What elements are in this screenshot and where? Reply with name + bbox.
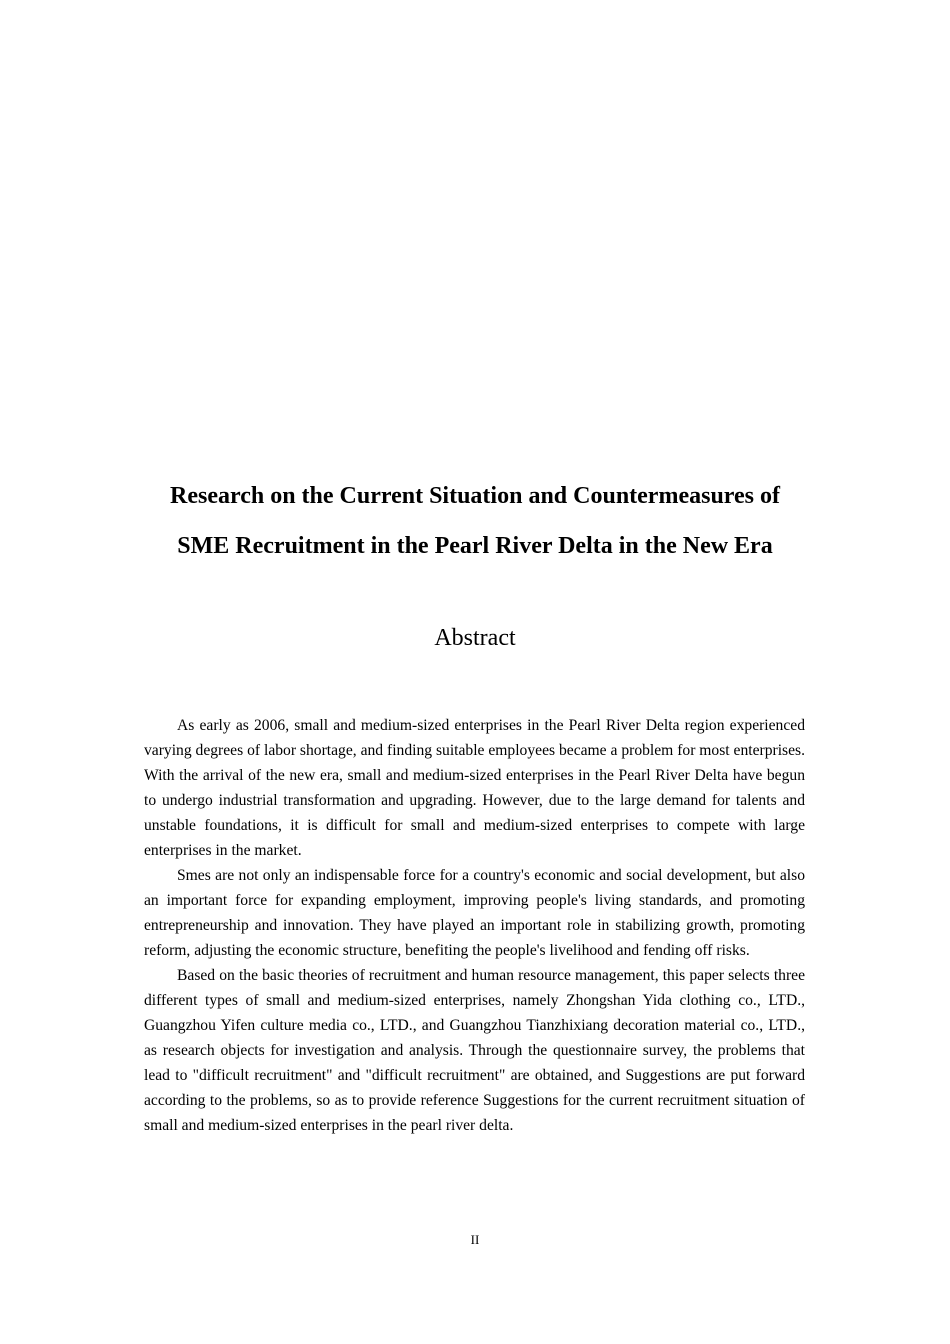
paper-title-line-1: Research on the Current Situation and Countermeasures of <box>170 483 780 509</box>
abstract-paragraph-2: Smes are not only an indispensable force for a country's economic and social development, but also an important force for expanding employment, improving people's living standards, and promoting entrepreneurship and innovation. They have played an important role in stabilizing growth, promoting reform, adjusting the economic structure, benefiting the people's livelihood and fending off risks. <box>144 867 805 959</box>
abstract-heading: Abstract <box>434 625 516 651</box>
page-number: II <box>470 1232 480 1247</box>
abstract-body <box>144 713 805 1138</box>
paper-title <box>100 471 850 571</box>
abstract-paragraph-3: Based on the basic theories of recruitment and human resource management, this paper selects three different types of small and medium-sized enterprises, namely Zhongshan Yida clothing co., LTD., Guangzhou Yifen culture media co., LTD., and Guangzhou Tianzhixiang decoration material co., LTD., as research objects for investigation and analysis. Through the questionnaire survey, the problems that lead to "difficult recruitment" and "difficult recruitment" are obtained, and Suggestions are put forward according to the problems, so as to provide reference Suggestions for the current recruitment situation of small and medium-sized enterprises in the pearl river delta. <box>144 967 805 1134</box>
abstract-paragraph-1: As early as 2006, small and medium-sized enterprises in the Pearl River Delta region experienced varying degrees of labor shortage, and finding suitable employees became a problem for most enterprises. With the arrival of the new era, small and medium-sized enterprises in the Pearl River Delta have begun to undergo industrial transformation and upgrading. However, due to the large demand for talents and unstable foundations, it is difficult for small and medium-sized enterprises to compete with large enterprises in the market. <box>144 717 805 859</box>
paper-title-line-2: SME Recruitment in the Pearl River Delta in the New Era <box>177 533 773 559</box>
